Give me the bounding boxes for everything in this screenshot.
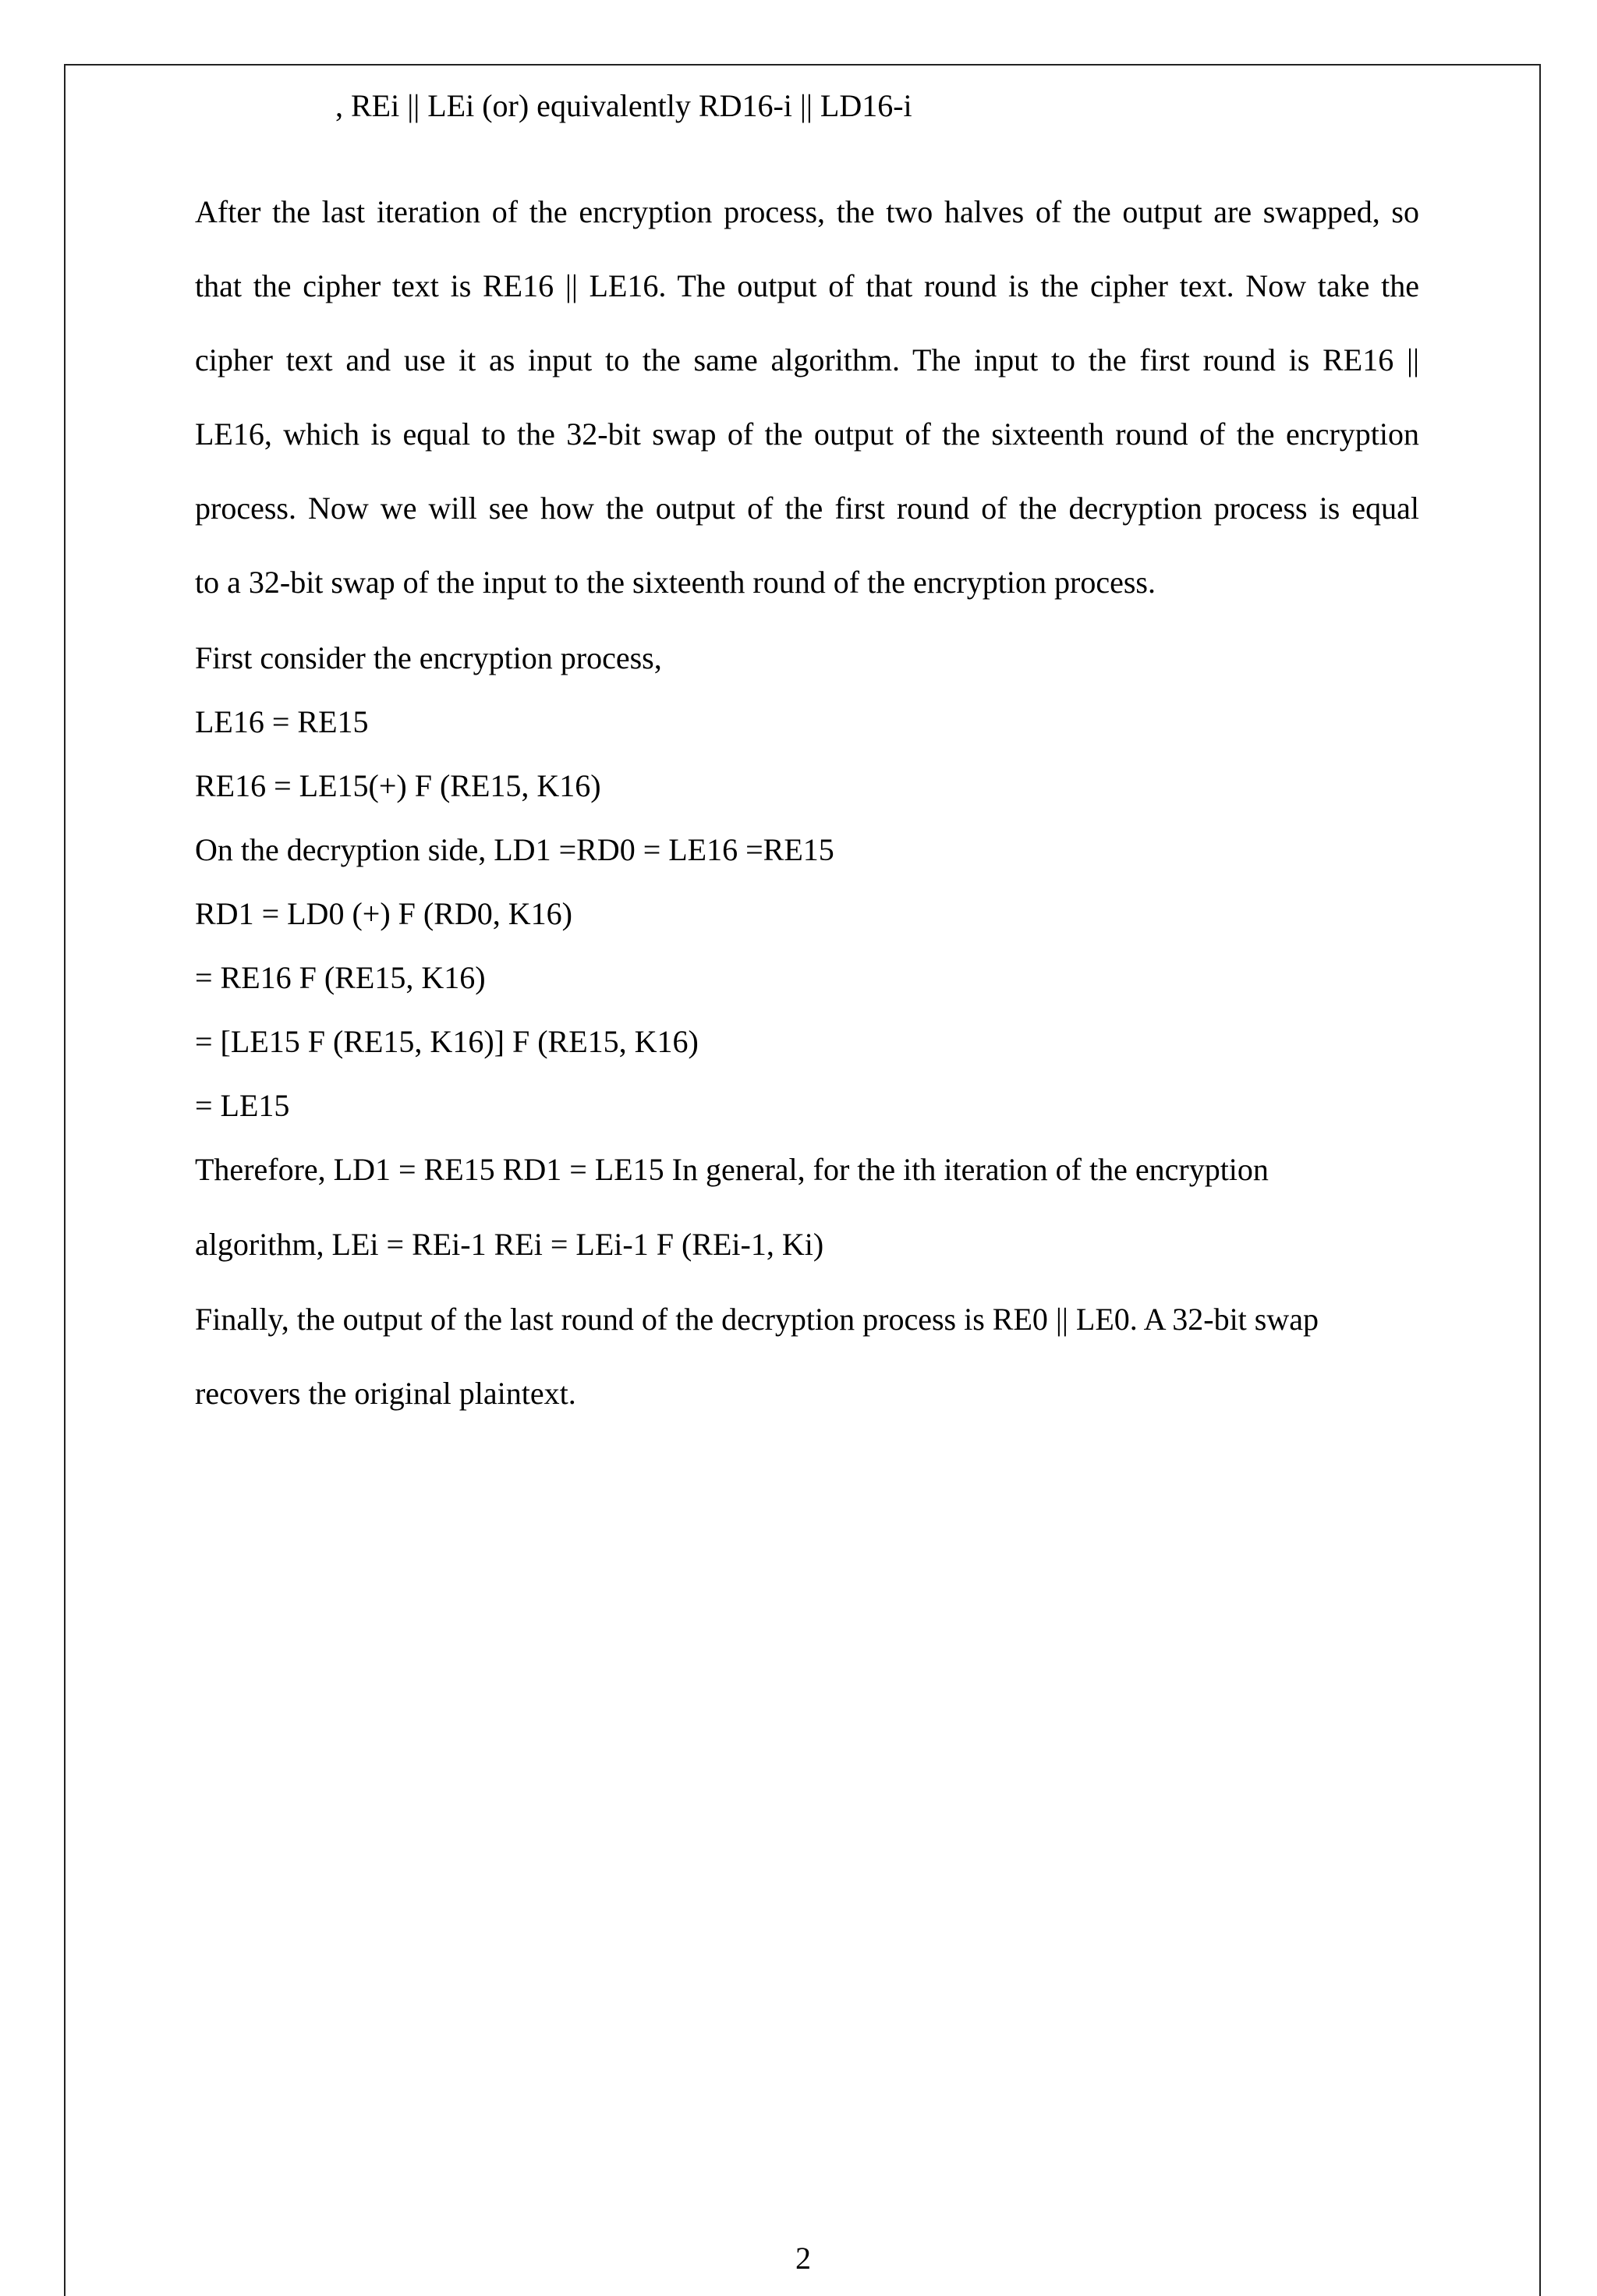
equation-line: RD1 = LD0 (+) F (RD0, K16): [195, 896, 572, 931]
paragraph-line: that the cipher text is RE16 || LE16. The output of that round is the cipher text. Now take the: [195, 268, 1419, 303]
text-line: On the decryption side, LD1 =RD0 = LE16 =RE15: [195, 832, 834, 867]
paragraph-line: LE16, which is equal to the 32-bit swap of the output of the sixteenth round of the encryption: [195, 416, 1419, 452]
equation-line: = [LE15 F (RE15, K16)] F (RE15, K16): [195, 1024, 699, 1059]
paragraph-line: algorithm, LEi = REi-1 REi = LEi-1 F (REi-1, Ki): [195, 1227, 824, 1262]
equation-line: LE16 = RE15: [195, 704, 369, 739]
equation-line: RE16 = LE15(+) F (RE15, K16): [195, 768, 601, 803]
text-line: First consider the encryption process,: [195, 640, 662, 675]
equation-line: = LE15: [195, 1088, 290, 1123]
equation-line: , REi || LEi (or) equivalently RD16-i || LD16-i: [335, 88, 912, 123]
paragraph-line: After the last iteration of the encryption process, the two halves of the output are swapped, so: [195, 194, 1419, 229]
paragraph-line: recovers the original plaintext.: [195, 1376, 576, 1411]
paragraph-line: process. Now we will see how the output of the first round of the decryption process is equal: [195, 491, 1419, 526]
paragraph-line: Finally, the output of the last round of the decryption process is RE0 || LE0. A 32-bit swap: [195, 1302, 1319, 1337]
page-number: 2: [795, 2241, 811, 2276]
paragraph-line: cipher text and use it as input to the same algorithm. The input to the first round is RE16 ||: [195, 342, 1419, 377]
paragraph-line: Therefore, LD1 = RE15 RD1 = LE15 In general, for the ith iteration of the encryption: [195, 1152, 1269, 1187]
equation-line: = RE16 F (RE15, K16): [195, 960, 486, 995]
paragraph-line: to a 32-bit swap of the input to the sixteenth round of the encryption process.: [195, 565, 1156, 600]
